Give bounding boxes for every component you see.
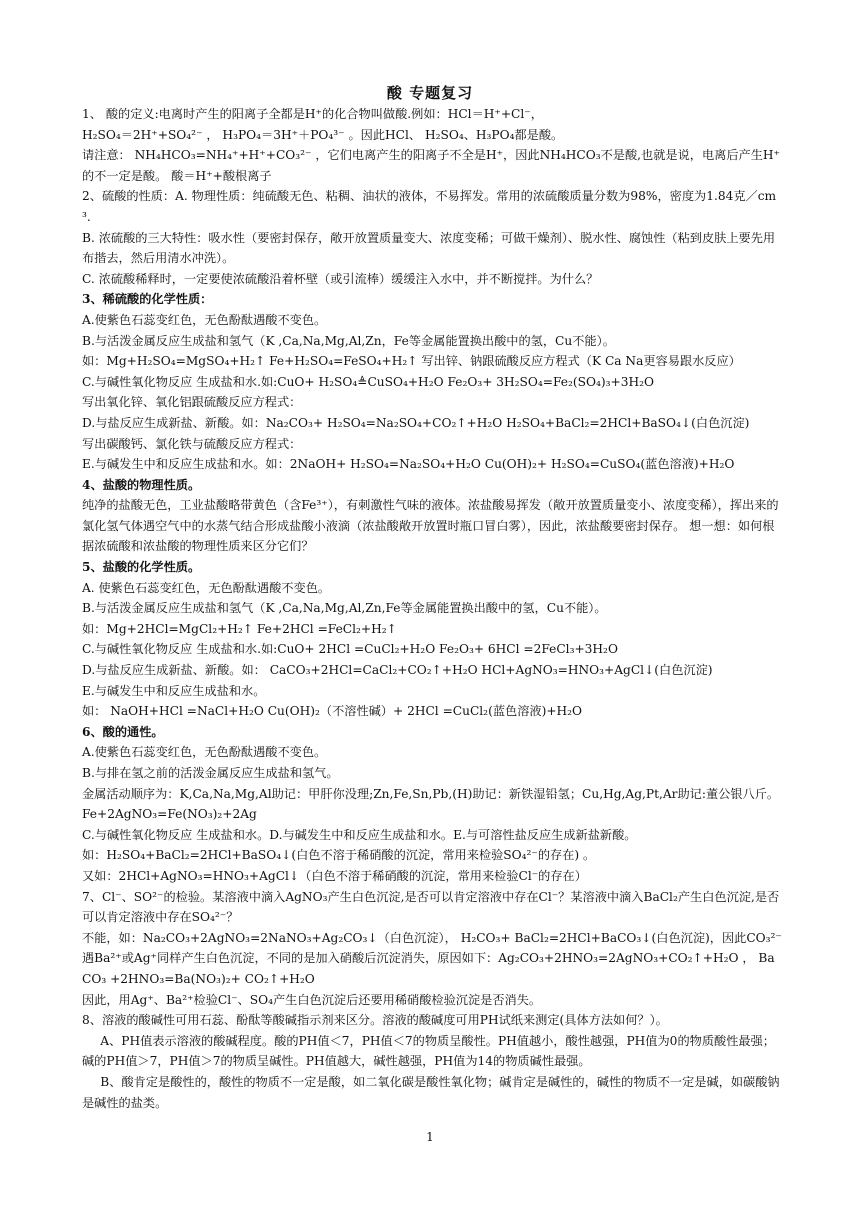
text-line: 如：Mg+H₂SO₄=MgSO₄+H₂↑ Fe+H₂SO₄=FeSO₄+H₂↑ 写出锌、钠跟硫酸反应方程式（K Ca Na更容易跟水反应） [82, 354, 741, 369]
text-line: C.与碱性氧化物反应 生成盐和水。D.与碱发生中和反应生成盐和水。E.与可溶性盐反应生成新盐新酸。 [82, 827, 637, 842]
section-heading: 2、硫酸的性质：A. 物理性质：纯硫酸无色、粘稠、油状的液体，不易挥发。常用的浓硫酸质量分数为98%，密度为1.84克／cm³. [82, 189, 777, 224]
section-heading: 6、酸的通性。 [82, 724, 164, 739]
text-line: 金属活动顺序为：K,Ca,Na,Mg,Al助记：甲肝你没理;Zn,Fe,Sn,Pb,(H)助记：新铁湿铅氢；Cu,Hg,Ag,Pt,Ar助记:董公银八斤。 Fe+2AgNO₃=Fe(NO₃)₂+2Ag [82, 786, 780, 822]
text-line: B.与活泼金属反应生成盐和氢气（K ,Ca,Na,Mg,Al,Zn，Fe等金属能置换出酸中的氢，Cu不能）。 [82, 333, 615, 348]
text-line: H₂SO₄＝2H⁺+SO₄²⁻ ， H₃PO₄＝3H⁺＋PO₄³⁻ 。因此HCl、 H₂SO₄、H₃PO₄都是酸。 [82, 127, 564, 142]
text-line: 不能，如：Na₂CO₃+2AgNO₃=2NaNO₃+Ag₂CO₃↓（白色沉淀）， H₂CO₃+ BaCl₂=2HCl+BaCO₃↓(白色沉淀)，因此CO₃²⁻遇Ba²⁺或Ag⁺同样产生白色沉淀，不同的是加入硝酸后沉淀消失，原因如下：Ag₂CO₃+2HNO₃=2AgNO₃+CO₂↑+H₂O ， BaCO₃ +2HNO₃=Ba(NO₃)₂+ CO₂↑+H₂O [82, 930, 782, 986]
text-line: 如： NaOH+HCl =NaCl+H₂O Cu(OH)₂（不溶性碱）+ 2HCl =CuCl₂(蓝色溶液)+H₂O [82, 704, 583, 719]
text-line: 8、溶液的酸碱性可用石蕊、酚酞等酸碱指示剂来区分。溶液的酸碱度可用PH试纸来测定(具体方法如何？）。 [82, 1013, 668, 1028]
text-line: C. 浓硫酸稀释时，一定要使浓硫酸沿着杯壁（或引流棒）缓缓注入水中，并不断搅拌。为什么？ [82, 271, 599, 286]
text-line: B、酸肯定是酸性的，酸性的物质不一定是酸，如二氧化碳是酸性氧化物；碱肯定是碱性的，碱性的物质不一定是碱，如碳酸钠是碱性的盐类。 [82, 1074, 780, 1110]
text-line: 如：Mg+2HCl=MgCl₂+H₂↑ Fe+2HCl =FeCl₂+H₂↑ [82, 621, 397, 636]
text-line: E.与碱发生中和反应生成盐和水。 [82, 683, 266, 698]
text-line: E.与碱发生中和反应生成盐和水。如：2NaOH+ H₂SO₄=Na₂SO₄+H₂O Cu(OH)₂+ H₂SO₄=CuSO₄(蓝色溶液)+H₂O [82, 457, 735, 472]
text-line: 写出氧化锌、氧化铝跟硫酸反应方程式： [82, 395, 302, 410]
page-title: 酸 专题复习 [386, 84, 474, 102]
text-line: 1、 酸的定义:电离时产生的阳离子全都是H⁺的化合物叫做酸.例如：HCl＝H⁺+Cl⁻， [82, 107, 543, 121]
text-line: A. 使紫色石蕊变红色，无色酚酞遇酸不变色。 [82, 580, 331, 595]
text-line: 如：H₂SO₄+BaCl₂=2HCl+BaSO₄↓(白色不溶于稀硝酸的沉淀，常用来检验SO₄²⁻的存在) 。 [82, 848, 596, 863]
text-line: A、PH值表示溶液的酸碱程度。酸的PH值＜7，PH值＜7的物质呈酸性。PH值越小，酸性越强，PH值为0的物质酸性最强；碱的PH值＞7，PH值＞7的物质呈碱性。PH值越大，碱性越强，PH值为14的物质碱性最强。 [82, 1033, 775, 1069]
text-line: D.与盐反应生成新盐、新酸。如：Na₂CO₃+ H₂SO₄=Na₂SO₄+CO₂↑+H₂O H₂SO₄+BaCl₂=2HCl+BaSO₄↓(白色沉淀) [82, 415, 750, 430]
text-line: C.与碱性氧化物反应 生成盐和水.如:CuO+ H₂SO₄≜CuSO₄+H₂O Fe₂O₃+ 3H₂SO₄=Fe₂(SO₄)₃+3H₂O [82, 374, 654, 389]
document-body [82, 104, 782, 1113]
section-heading: 4、盐酸的物理性质。 [82, 477, 201, 492]
text-line: 写出碳酸钙、氯化铁与硫酸反应方程式： [82, 436, 302, 451]
text-line: D.与盐反应生成新盐、新酸。如： CaCO₃+2HCl=CaCl₂+CO₂↑+H₂O HCl+AgNO₃=HNO₃+AgCl↓(白色沉淀) [82, 663, 713, 678]
text-line: A.使紫色石蕊变红色，无色酚酞遇酸不变色。 [82, 745, 327, 760]
page-number: 1 [426, 1130, 434, 1144]
text-line: A.使紫色石蕊变红色，无色酚酞遇酸不变色。 [82, 312, 327, 327]
section-heading: 5、盐酸的化学性质。 [82, 560, 201, 575]
text-line: 纯净的盐酸无色，工业盐酸略带黄色（含Fe³⁺），有刺激性气味的液体。浓盐酸易挥发（敞开放置质量变小、浓度变稀），挥出来的氯化氢气体遇空气中的水蒸气结合形成盐酸小液滴（浓盐酸敞开放置时瓶口冒白雾），因此，浓盐酸要密封保存。 想一想：如何根据浓硫酸和浓盐酸的物理性质来区分它们？ [82, 498, 779, 554]
section-heading: 7、Cl⁻、SO²⁻的检验。某溶液中滴入AgNO₃产生白色沉淀,是否可以肯定溶液中存在Cl⁻？某溶液中滴入BaCl₂产生白色沉淀,是否可以肯定溶液中存在SO₄²⁻？ [82, 889, 780, 925]
text-line: 请注意： NH₄HCO₃=NH₄⁺+H⁺+CO₃²⁻ ，它们电离产生的阳离子不全是H⁺，因此NH₄HCO₃不是酸,也就是说，电离后产生H⁺的不一定是酸。 酸＝H⁺+酸根离子 [82, 148, 780, 183]
text-line: 因此，用Ag⁺、Ba²⁺检验Cl⁻、SO₄产生白色沉淀后还要用稀硝酸检验沉淀是否消失。 [82, 992, 542, 1007]
text-line: C.与碱性氧化物反应 生成盐和水.如:CuO+ 2HCl =CuCl₂+H₂O Fe₂O₃+ 6HCl =2FeCl₃+3H₂O [82, 642, 618, 657]
text-line: B. 浓硫酸的三大特性：吸水性（要密封保存，敞开放置质量变大、浓度变稀；可做干燥剂）、脱水性、腐蚀性（粘到皮肤上要先用布揩去，然后用清水冲洗）。 [82, 230, 776, 266]
text-line: B.与活泼金属反应生成盐和氢气（K ,Ca,Na,Mg,Al,Zn,Fe等金属能置换出酸中的氢，Cu不能）。 [82, 601, 607, 616]
section-heading: 3、稀硫酸的化学性质： [82, 292, 213, 307]
text-line: 又如：2HCl+AgNO₃=HNO₃+AgCl↓（白色不溶于稀硝酸的沉淀，常用来检验Cl⁻的存在） [82, 868, 587, 883]
text-line: B.与排在氢之前的活泼金属反应生成盐和氢气。 [82, 766, 339, 780]
